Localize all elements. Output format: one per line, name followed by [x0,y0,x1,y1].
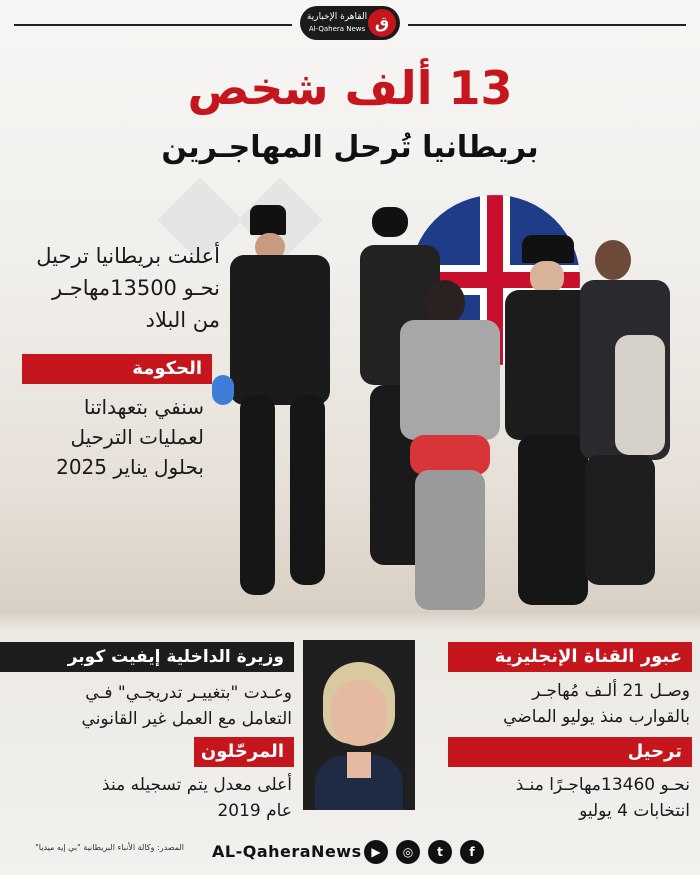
deportation-line: نحـو 13460مهاجـرًا منـذ [515,775,690,795]
detainee-head [595,240,631,280]
minister-text [8,680,292,732]
intro-line: أعلنت بريطانيا ترحيل [36,244,220,268]
detainee-leg [585,455,655,585]
brand-name: AL-QaheraNews [212,842,362,861]
police-helmet [372,207,408,237]
government-line: سنفي بتعهداتنا [83,395,204,419]
logo-english: Al-Qahera News [308,25,366,33]
minister-portrait [303,640,415,810]
government-line: بحلول يناير 2025 [56,455,204,479]
minister-line: وعـدت "بتغييـر تدريجـي" فـي [85,683,292,703]
headline: 13 ألف شخص [187,61,513,115]
facebook-icon[interactable]: f [460,840,484,864]
instagram-icon[interactable]: ◎ [396,840,420,864]
deported-line: عام 2019 [217,801,292,821]
police-cap [522,235,574,263]
blanket [615,335,665,455]
government-label: الحكومة [22,354,212,384]
officer-leg [518,435,588,605]
police-photo [200,185,700,630]
deported-line: أعلى معدل يتم تسجيله منذ [102,775,292,795]
channel-label: عبور القناة الإنجليزية [448,642,692,672]
minister-line: التعامل مع العمل غير القانوني [81,709,292,729]
minister-label: وزيرة الداخلية إيفيت كوبر [0,642,294,672]
header-rule-right [408,24,686,26]
police-helmet [250,205,286,235]
youtube-icon[interactable]: ▶ [364,840,388,864]
deported-text [30,772,292,824]
officer-leg [240,395,275,595]
channel-line: وصـل 21 ألـف مُهاجـر [532,681,690,701]
officer-face [530,261,564,293]
deportation-label: ترحيل [448,737,692,767]
detainee-sweater [400,320,500,440]
intro-line: من البلاد [145,308,220,332]
deportation-text [422,772,690,824]
subheadline: بريطانيا تُرحل المهاجـرين [161,130,539,165]
intro-line: نحـو 13500مهاجـر [52,276,220,300]
detainee-head [425,280,465,325]
deportation-line: انتخابات 4 يوليو [579,801,690,821]
channel-line: بالقوارب منذ يوليو الماضي [503,707,690,727]
government-line: لعمليات الترحيل [70,425,204,449]
blue-glove [212,375,234,405]
officer-leg [290,395,325,585]
detainee-red-shirt [410,435,490,475]
source-note: المصدر: وكالة الأنباء البريطانية "بي إيه ميديا" [35,843,184,852]
intro-text [20,240,220,336]
government-text [20,392,204,482]
deported-label: المرحّلون [194,737,294,767]
detainee-trousers [415,470,485,610]
twitter-icon[interactable]: t [428,840,452,864]
footer [0,830,700,875]
channel-text [422,678,690,730]
logo-arabic: القاهرة الإخبارية [306,12,368,22]
logo-mark-icon: ق [368,9,396,37]
header-rule-left [14,24,292,26]
officer-body [230,255,330,405]
channel-logo [300,6,400,40]
